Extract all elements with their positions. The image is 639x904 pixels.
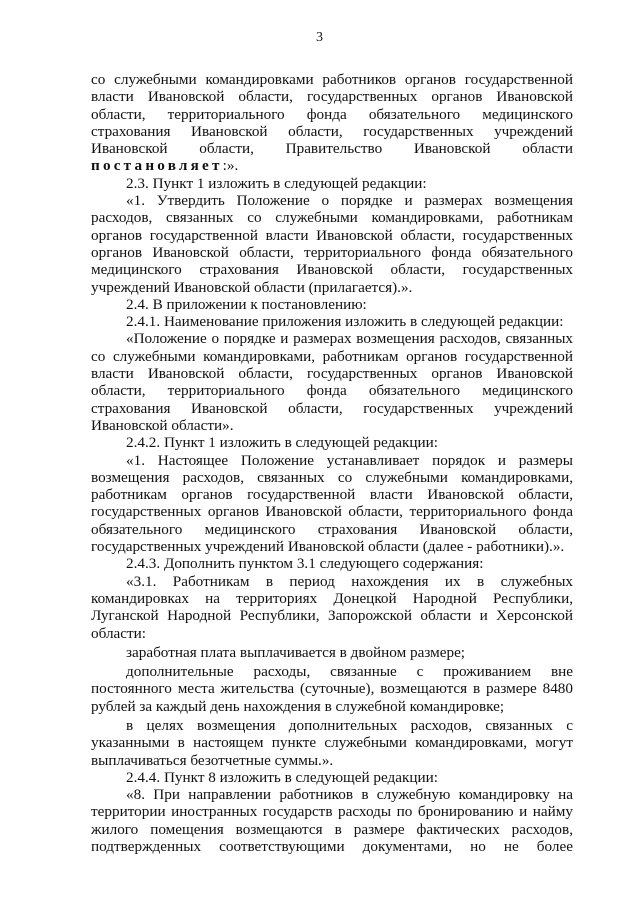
paragraph-title-quote: «Положение о порядке и размерах возмещения расходов, связанных со служебными командировками, работникам органов государственной власти Ивановской области, государственных органов Ивановской области, территориального фонда обязательного медицинского страхования Ивановской области, государственных учреждений Ивановской области». xyxy=(91,330,573,434)
paragraph-tail: :». xyxy=(222,157,239,175)
paragraph-point-1: «1. Утвердить Положение о порядке и размерах возмещения расходов, связанных со служебными командировками, работникам органов государственной власти Ивановской области, государственных органов Ивановской области, территориального фонда обязательного медицинского страхования Ивановской области, государственных учреждений Ивановской области (прилагается).». xyxy=(91,192,573,296)
paragraph-2-4-2: 2.4.2. Пункт 1 изложить в следующей редакции: xyxy=(126,434,439,452)
paragraph-intro xyxy=(91,71,573,175)
paragraph-point-1-new: «1. Настоящее Положение устанавливает порядок и размеры возмещения расходов, связанных со служебными командировками, работникам органов государственной власти Ивановской области, государственных органов Ивановской области, территориального фонда обязательного медицинского страхования Ивановской области, государственных учреждений Ивановской области (далее - работники).». xyxy=(91,451,573,556)
paragraph-2-4-1: 2.4.1. Наименование приложения изложить в следующей редакции: xyxy=(126,313,564,331)
paragraph-text: со служебными командировками работников органов государственной власти Ивановской области, государственных органов Ивановской области, территориального фонда обязательного медицинского страхования Ивановской области, государственных учреждений Ивановской области, Правительство Ивановской области xyxy=(91,71,573,158)
paragraph-unaccountable-sums: в целях возмещения дополнительных расходов, связанных с указанными в настоящем пункте служебными командировками, могут выплачиваться безотчетные суммы.». xyxy=(91,716,573,769)
paragraph-point-3-1: «3.1. Работникам в период нахождения их в служебных командировках на территориях Донецкой Народной Республики, Луганской Народной Республики, Запорожской области и Херсонской области: xyxy=(91,572,573,642)
paragraph-2-4-3: 2.4.3. Дополнить пунктом 3.1 следующего содержания: xyxy=(126,555,484,573)
page-number: 3 xyxy=(316,30,323,45)
emphasized-word: постановляет xyxy=(91,157,223,175)
paragraph-2-3: 2.3. Пункт 1 изложить в следующей редакции: xyxy=(126,174,427,192)
paragraph-daily-allowance: дополнительные расходы, связанные с проживанием вне постоянного места жительства (суточные), возмещаются в размере 8480 рублей за каждый день нахождения в служебной командировке; xyxy=(91,663,573,715)
document-body xyxy=(91,71,573,855)
paragraph-salary: заработная плата выплачивается в двойном размере; xyxy=(126,643,466,661)
paragraph-point-8: «8. При направлении работников в служебную командировку на территории иностранных государств расходы по бронированию и найму жилого помещения возмещаются в размере фактических расходов, подтвержденных соответствующими документами, но не более xyxy=(91,786,573,856)
paragraph-2-4-4: 2.4.4. Пункт 8 изложить в следующей редакции: xyxy=(126,768,439,786)
paragraph-2-4: 2.4. В приложении к постановлению: xyxy=(126,295,367,313)
